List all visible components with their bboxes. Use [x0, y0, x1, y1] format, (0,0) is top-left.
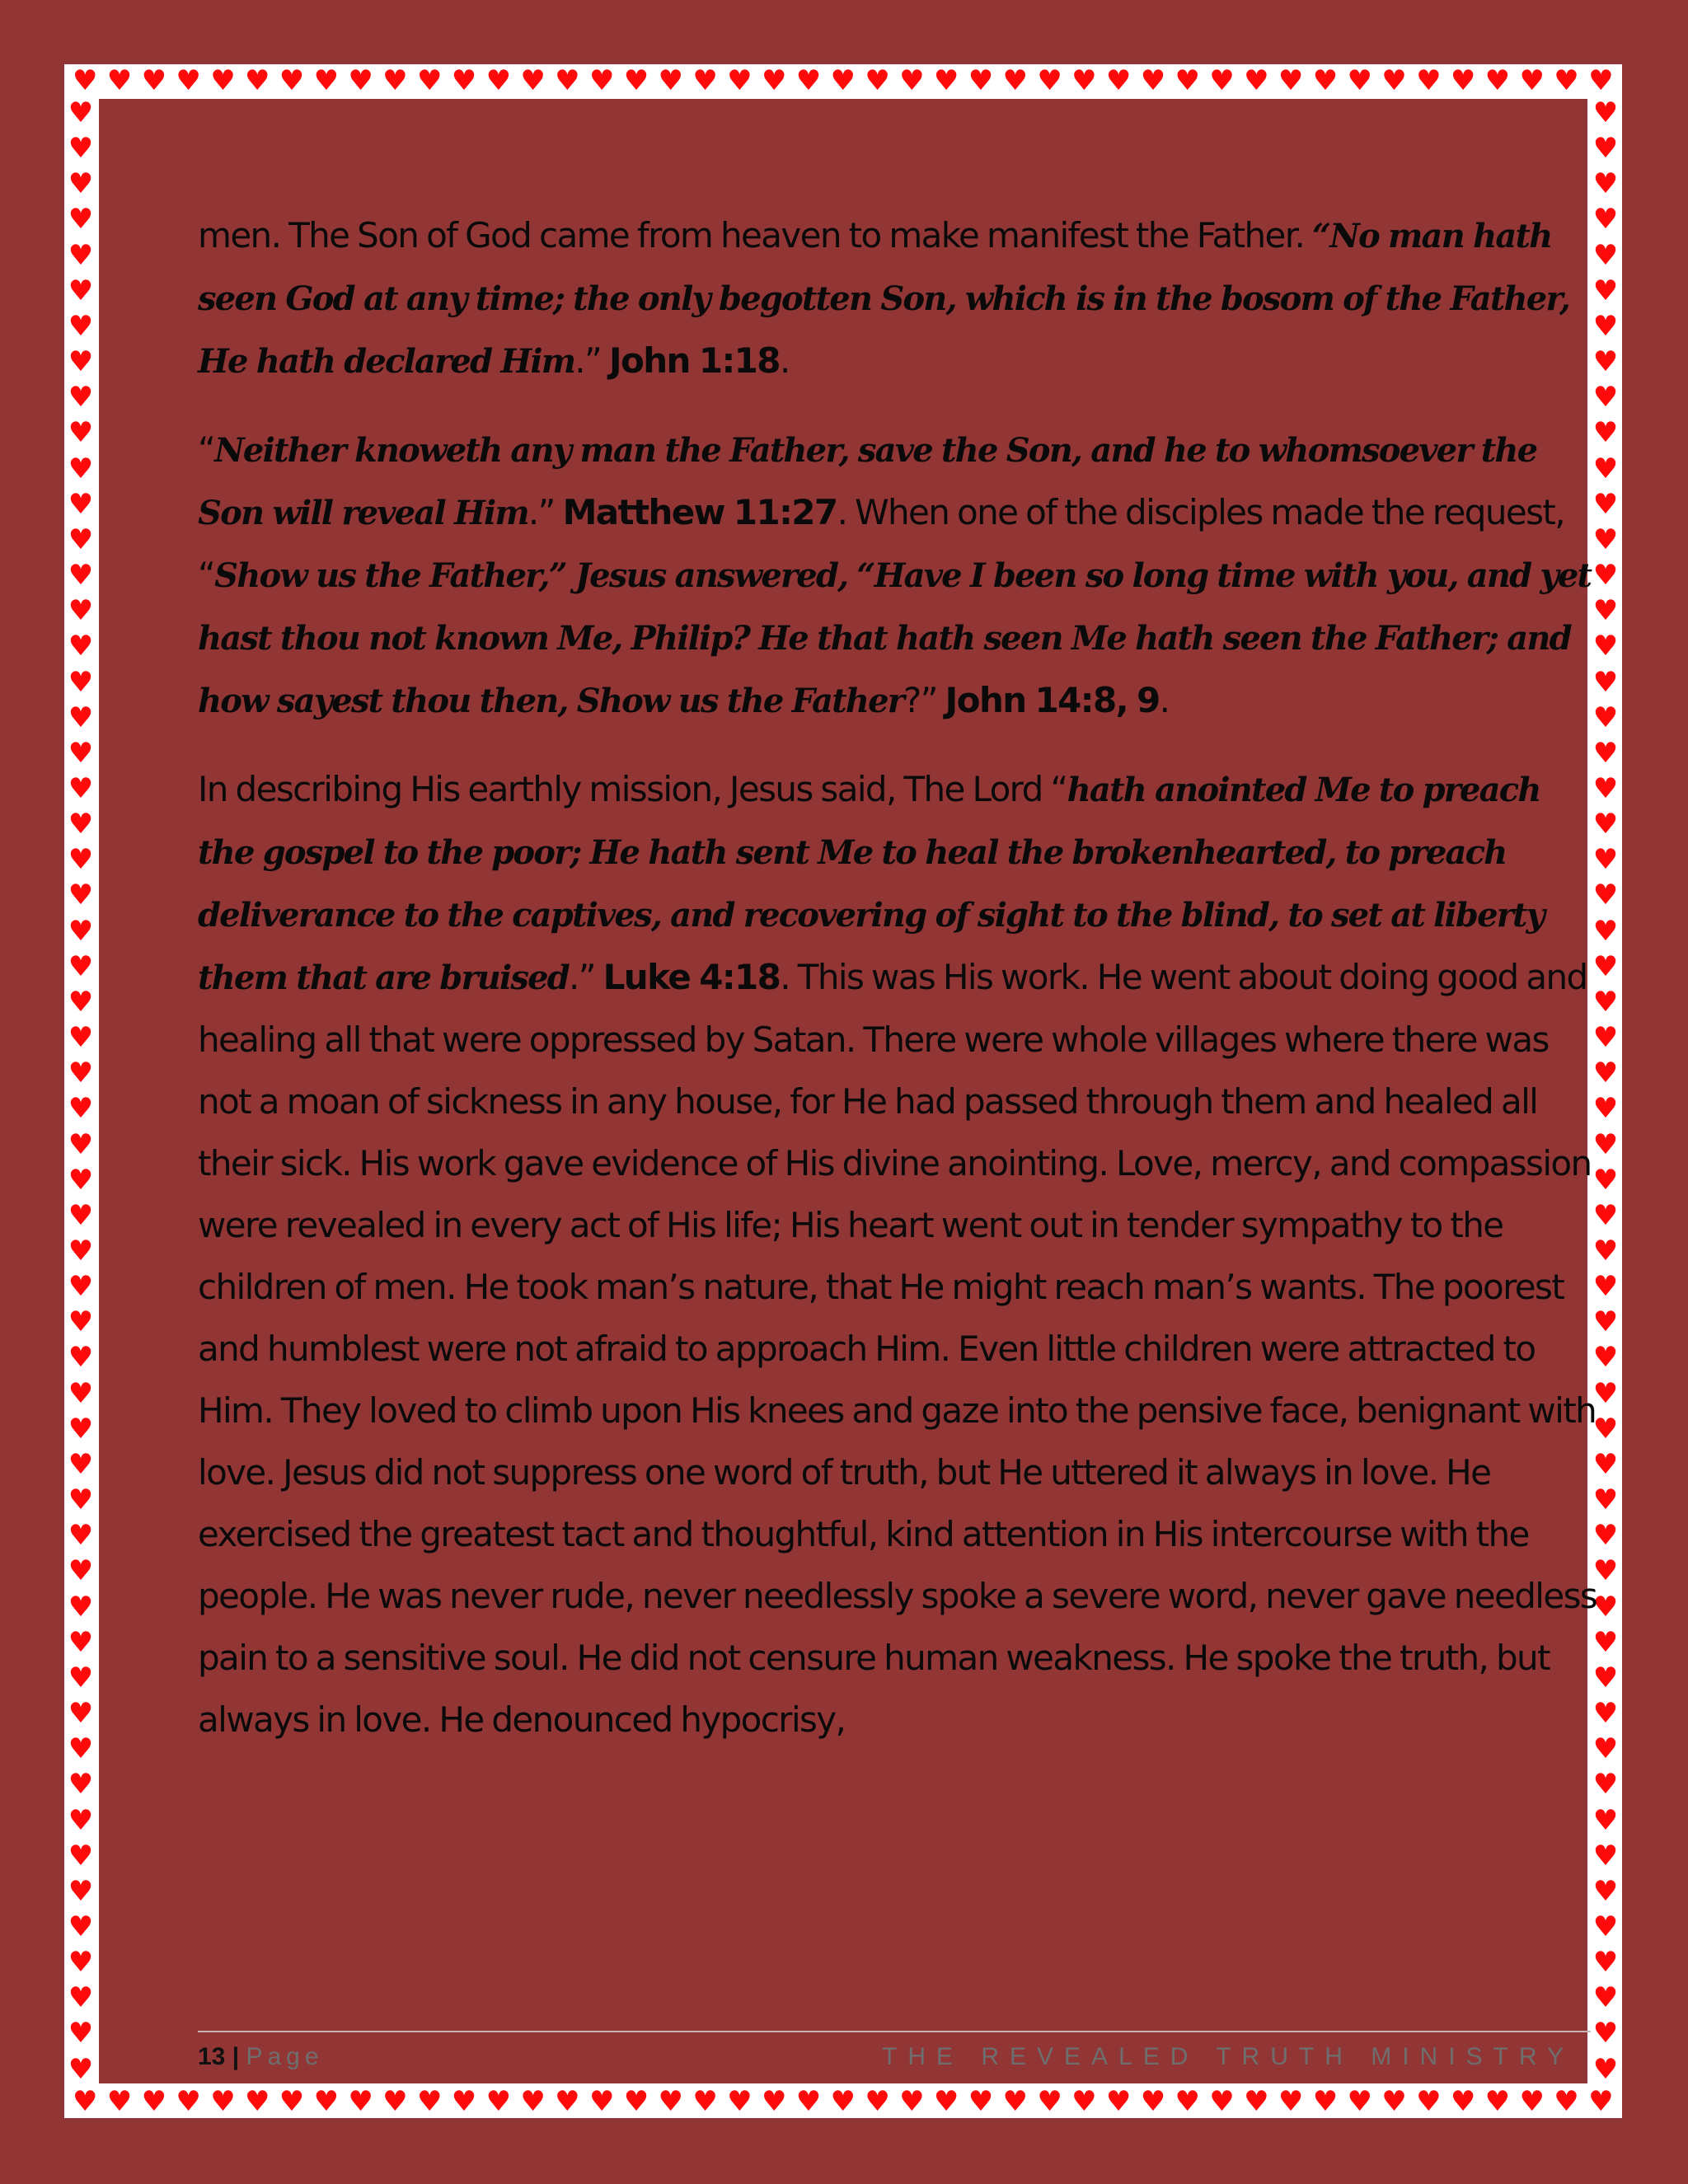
heart-icon: ♥ — [830, 64, 856, 97]
text-run: ?” — [903, 680, 945, 720]
heart-icon: ♥ — [68, 1483, 94, 1517]
heart-icon: ♥ — [68, 1198, 94, 1232]
heart-icon: ♥ — [451, 2085, 477, 2118]
heart-icon: ♥ — [761, 2085, 787, 2118]
heart-icon: ♥ — [68, 1803, 94, 1837]
heart-icon: ♥ — [1592, 736, 1619, 770]
heart-icon: ♥ — [1450, 2085, 1476, 2118]
heart-icon: ♥ — [1244, 2085, 1269, 2118]
heart-icon: ♥ — [1592, 843, 1619, 877]
text-run: men. The Son of God came from heaven to make manifest the Father. — [198, 215, 1313, 255]
page-footer — [198, 2041, 1574, 2074]
heart-icon: ♥ — [68, 1376, 94, 1410]
heart-icon: ♥ — [588, 64, 615, 97]
heart-icon: ♥ — [1105, 64, 1132, 97]
heart-icon: ♥ — [244, 2085, 270, 2118]
heart-icon: ♥ — [68, 1910, 94, 1943]
heart-icon: ♥ — [1484, 2085, 1511, 2118]
heart-icon: ♥ — [485, 2085, 512, 2118]
heart-icon: ♥ — [68, 1021, 94, 1055]
heart-icon: ♥ — [68, 1732, 94, 1766]
heart-border-frame — [64, 64, 1622, 2118]
heart-icon: ♥ — [313, 64, 340, 97]
heart-icon: ♥ — [68, 2052, 94, 2086]
heart-icon: ♥ — [68, 309, 94, 343]
heart-icon: ♥ — [68, 1946, 94, 1980]
heart-icon: ♥ — [727, 2085, 753, 2118]
heart-icon: ♥ — [1592, 1874, 1619, 1908]
heart-icon: ♥ — [68, 345, 94, 379]
heart-icon: ♥ — [68, 1839, 94, 1872]
heart-icon: ♥ — [73, 2085, 98, 2118]
heart-icon: ♥ — [1592, 1625, 1619, 1659]
heart-icon: ♥ — [1140, 2085, 1166, 2118]
heart-icon: ♥ — [1592, 2052, 1619, 2086]
heart-icon: ♥ — [68, 701, 94, 734]
heart-icon: ♥ — [1592, 452, 1619, 485]
text-run: “ — [198, 429, 215, 470]
heart-icon: ♥ — [210, 64, 236, 97]
heart-icon: ♥ — [416, 2085, 443, 2118]
text-run: In describing His earthly mission, Jesus said, The Lord “ — [198, 769, 1067, 809]
heart-icon: ♥ — [555, 64, 580, 97]
heart-icon: ♥ — [1592, 1946, 1619, 1980]
heart-icon: ♥ — [382, 2085, 408, 2118]
heart-icon: ♥ — [1592, 665, 1619, 699]
heart-icon: ♥ — [1592, 1697, 1619, 1731]
heart-icon: ♥ — [1037, 64, 1062, 97]
heart-icon: ♥ — [1592, 274, 1619, 307]
heart-icon: ♥ — [795, 2085, 822, 2118]
heart-icon: ♥ — [761, 64, 787, 97]
heart-icon: ♥ — [1071, 64, 1097, 97]
heart-icon: ♥ — [1592, 1235, 1619, 1268]
heart-icon: ♥ — [1592, 1057, 1619, 1090]
heart-icon: ♥ — [1071, 2085, 1097, 2118]
heart-icon: ♥ — [1209, 64, 1235, 97]
heart-icon: ♥ — [1554, 2085, 1579, 2118]
heart-icon: ♥ — [416, 64, 443, 97]
heart-icon: ♥ — [1519, 64, 1545, 97]
heart-icon: ♥ — [176, 2085, 201, 2118]
heart-icon: ♥ — [244, 64, 270, 97]
heart-icon: ♥ — [348, 64, 373, 97]
heart-icon: ♥ — [1347, 2085, 1372, 2118]
scripture-reference: John 14:8, 9 — [945, 680, 1160, 720]
heart-border-left — [64, 96, 97, 2086]
heart-icon: ♥ — [555, 2085, 580, 2118]
heart-icon: ♥ — [658, 64, 684, 97]
heart-icon: ♥ — [1450, 64, 1476, 97]
heart-icon: ♥ — [68, 238, 94, 272]
footer-page-label — [198, 2041, 324, 2074]
heart-icon: ♥ — [1592, 914, 1619, 948]
heart-icon: ♥ — [68, 1235, 94, 1268]
heart-icon: ♥ — [1588, 2085, 1614, 2118]
heart-icon: ♥ — [68, 1092, 94, 1126]
heart-icon: ♥ — [68, 523, 94, 556]
heart-icon: ♥ — [520, 2085, 546, 2118]
scripture-quote: Neither knoweth any man the Father, save the Son, and he to whomsoever the Son will reveal Him — [198, 431, 1537, 532]
heart-icon: ♥ — [1592, 203, 1619, 237]
heart-icon: ♥ — [68, 736, 94, 770]
heart-icon: ♥ — [1592, 1376, 1619, 1410]
heart-icon: ♥ — [1002, 2085, 1028, 2118]
heart-icon: ♥ — [1592, 1270, 1619, 1304]
heart-icon: ♥ — [68, 1768, 94, 1802]
heart-icon: ♥ — [1592, 416, 1619, 450]
scripture-reference: John 1:18 — [608, 340, 780, 381]
heart-icon: ♥ — [1592, 1732, 1619, 1766]
heart-icon: ♥ — [623, 64, 649, 97]
heart-icon: ♥ — [1592, 1305, 1619, 1339]
heart-icon: ♥ — [1592, 1412, 1619, 1446]
heart-icon: ♥ — [1588, 64, 1614, 97]
heart-icon: ♥ — [68, 1519, 94, 1553]
heart-icon: ♥ — [1592, 1341, 1619, 1375]
heart-icon: ♥ — [279, 64, 305, 97]
heart-icon: ♥ — [692, 2085, 718, 2118]
heart-icon: ♥ — [1519, 2085, 1545, 2118]
page-number: 13 — [198, 2043, 226, 2070]
text-run: . — [1159, 680, 1170, 720]
heart-icon: ♥ — [1592, 1021, 1619, 1055]
paragraph — [198, 419, 1599, 732]
heart-icon: ♥ — [1312, 2085, 1339, 2118]
heart-icon: ♥ — [1592, 879, 1619, 912]
heart-icon: ♥ — [1592, 985, 1619, 1019]
heart-icon: ♥ — [899, 2085, 925, 2118]
heart-icon: ♥ — [68, 665, 94, 699]
heart-icon: ♥ — [899, 64, 925, 97]
heart-icon: ♥ — [1592, 630, 1619, 663]
heart-icon: ♥ — [68, 1341, 94, 1375]
heart-icon: ♥ — [1592, 1839, 1619, 1872]
heart-icon: ♥ — [1592, 594, 1619, 628]
heart-icon: ♥ — [68, 914, 94, 948]
heart-icon: ♥ — [1592, 2017, 1619, 2050]
heart-icon: ♥ — [1592, 1910, 1619, 1943]
heart-icon: ♥ — [1002, 64, 1028, 97]
heart-icon: ♥ — [1592, 132, 1619, 166]
heart-icon: ♥ — [1175, 64, 1200, 97]
heart-icon: ♥ — [1347, 64, 1372, 97]
heart-icon: ♥ — [1381, 2085, 1407, 2118]
heart-icon: ♥ — [830, 2085, 856, 2118]
heart-icon: ♥ — [382, 64, 408, 97]
scripture-quote: “No man hath seen God at any time; the only begotten Son, which is in the bosom of the Father, He hath declared Him — [198, 217, 1569, 381]
heart-icon: ♥ — [1381, 64, 1407, 97]
heart-icon: ♥ — [1592, 1198, 1619, 1232]
heart-icon: ♥ — [968, 2085, 994, 2118]
heart-icon: ♥ — [933, 64, 959, 97]
heart-icon: ♥ — [68, 167, 94, 201]
heart-icon: ♥ — [968, 64, 994, 97]
heart-icon: ♥ — [106, 2085, 133, 2118]
heart-icon: ♥ — [68, 1661, 94, 1694]
heart-icon: ♥ — [68, 452, 94, 485]
heart-icon: ♥ — [1592, 1768, 1619, 1802]
heart-icon: ♥ — [68, 1412, 94, 1446]
heart-icon: ♥ — [141, 2085, 167, 2118]
heart-icon: ♥ — [68, 1590, 94, 1624]
heart-icon: ♥ — [68, 416, 94, 450]
heart-icon: ♥ — [68, 1057, 94, 1090]
heart-icon: ♥ — [1592, 1661, 1619, 1694]
heart-icon: ♥ — [1592, 559, 1619, 593]
heart-icon: ♥ — [1592, 1447, 1619, 1481]
heart-icon: ♥ — [1554, 64, 1579, 97]
heart-icon: ♥ — [727, 64, 753, 97]
heart-icon: ♥ — [68, 1447, 94, 1481]
heart-icon: ♥ — [68, 1981, 94, 2015]
body-text — [198, 204, 1599, 1750]
heart-icon: ♥ — [73, 64, 98, 97]
scripture-reference: Luke 4:18 — [603, 957, 781, 997]
heart-icon: ♥ — [68, 1554, 94, 1588]
heart-icon: ♥ — [1592, 1163, 1619, 1197]
heart-icon: ♥ — [68, 1625, 94, 1659]
scripture-reference: Matthew 11:27 — [562, 492, 837, 532]
heart-icon: ♥ — [68, 879, 94, 912]
heart-icon: ♥ — [1592, 523, 1619, 556]
heart-icon: ♥ — [68, 1305, 94, 1339]
heart-icon: ♥ — [1592, 771, 1619, 805]
page-content-area — [99, 99, 1597, 2083]
heart-icon: ♥ — [68, 1270, 94, 1304]
heart-icon: ♥ — [1140, 64, 1166, 97]
heart-icon: ♥ — [1416, 2085, 1442, 2118]
text-run: . When one of the disciples made the request, “ — [198, 492, 1564, 595]
heart-icon: ♥ — [1175, 2085, 1200, 2118]
heart-icon: ♥ — [1592, 1092, 1619, 1126]
heart-icon: ♥ — [106, 64, 133, 97]
heart-icon: ♥ — [1592, 1127, 1619, 1161]
heart-icon: ♥ — [68, 203, 94, 237]
heart-icon: ♥ — [68, 559, 94, 593]
heart-icon: ♥ — [68, 630, 94, 663]
heart-icon: ♥ — [1278, 64, 1304, 97]
heart-icon: ♥ — [1592, 701, 1619, 734]
heart-icon: ♥ — [1244, 64, 1269, 97]
heart-icon: ♥ — [1416, 64, 1442, 97]
heart-icon: ♥ — [1592, 1590, 1619, 1624]
heart-icon: ♥ — [1592, 238, 1619, 272]
heart-icon: ♥ — [68, 2017, 94, 2050]
heart-icon: ♥ — [1592, 167, 1619, 201]
heart-icon: ♥ — [865, 2085, 890, 2118]
heart-icon: ♥ — [1278, 2085, 1304, 2118]
heart-icon: ♥ — [68, 949, 94, 983]
heart-icon: ♥ — [933, 2085, 959, 2118]
heart-icon: ♥ — [176, 64, 201, 97]
heart-icon: ♥ — [1312, 64, 1339, 97]
heart-icon: ♥ — [1484, 64, 1511, 97]
text-run: .” — [528, 492, 563, 532]
heart-icon: ♥ — [68, 594, 94, 628]
heart-icon: ♥ — [588, 2085, 615, 2118]
heart-icon: ♥ — [68, 808, 94, 841]
footer-divider — [198, 2031, 1591, 2032]
heart-icon: ♥ — [623, 2085, 649, 2118]
text-run: . This was His work. He went about doing good and healing all that were oppressed by Satan. There were whole villages where there was not a moan of sickness in any house, for He had passed through them and healed all their sick. His work gave evidence of His divine anointing. Love, mercy, and compassion were revealed in every act of His life; His heart went out in tender sympathy to the children of men. He took man’s nature, that He might reach man’s wants. The poorest and humblest were not afraid to approach Him. Even little children were attracted to Him. They loved to climb upon His knees and gaze into the pensive face, benignant with love. Jesus did not suppress one word of truth, but He uttered it always in love. He exercised the greatest tact and thoughtful, kind attention in His intercourse with the people. He was never rude, never needlessly spoke a severe word, never gave needless pain to a sensitive soul. He did not censure human weakness. He spoke the truth, but always in love. He denounced hypocrisy, — [198, 957, 1597, 1740]
heart-icon: ♥ — [68, 132, 94, 166]
heart-icon: ♥ — [68, 1127, 94, 1161]
text-run: .” — [574, 340, 609, 381]
heart-icon: ♥ — [1592, 345, 1619, 379]
scripture-quote: Show us the Father,” Jesus answered, “Have I been so long time with you, and yet hast thou not known Me, Philip? He that hath seen Me hath seen the Father; and how sayest thou then, Show us the Father — [198, 556, 1592, 720]
heart-icon: ♥ — [451, 64, 477, 97]
page-word: Page — [246, 2043, 324, 2070]
heart-icon: ♥ — [1592, 949, 1619, 983]
heart-icon: ♥ — [279, 2085, 305, 2118]
heart-icon: ♥ — [68, 487, 94, 521]
heart-icon: ♥ — [141, 64, 167, 97]
heart-icon: ♥ — [1592, 1554, 1619, 1588]
heart-icon: ♥ — [1592, 808, 1619, 841]
heart-icon: ♥ — [68, 843, 94, 877]
heart-border-top — [73, 64, 1614, 97]
ministry-name: THE REVEALED TRUTH MINISTRY — [882, 2043, 1574, 2070]
heart-icon: ♥ — [1037, 2085, 1062, 2118]
heart-icon: ♥ — [313, 2085, 340, 2118]
heart-icon: ♥ — [1592, 309, 1619, 343]
heart-icon: ♥ — [68, 96, 94, 129]
text-run: .” — [568, 957, 603, 997]
heart-icon: ♥ — [795, 64, 822, 97]
paragraph — [198, 204, 1599, 392]
heart-icon: ♥ — [68, 1874, 94, 1908]
heart-icon: ♥ — [865, 64, 890, 97]
heart-icon: ♥ — [210, 2085, 236, 2118]
heart-icon: ♥ — [68, 771, 94, 805]
paragraph — [198, 758, 1599, 1750]
text-run: . — [779, 340, 790, 381]
heart-icon: ♥ — [68, 274, 94, 307]
heart-border-bottom — [73, 2085, 1614, 2118]
heart-icon: ♥ — [1592, 96, 1619, 129]
heart-icon: ♥ — [658, 2085, 684, 2118]
heart-icon: ♥ — [68, 381, 94, 415]
footer-separator: | — [225, 2043, 246, 2070]
heart-icon: ♥ — [68, 1697, 94, 1731]
heart-icon: ♥ — [1592, 1483, 1619, 1517]
heart-icon: ♥ — [485, 64, 512, 97]
heart-icon: ♥ — [68, 985, 94, 1019]
heart-icon: ♥ — [1592, 1981, 1619, 2015]
heart-icon: ♥ — [68, 1163, 94, 1197]
heart-icon: ♥ — [1592, 1519, 1619, 1553]
heart-icon: ♥ — [1592, 381, 1619, 415]
heart-icon: ♥ — [692, 64, 718, 97]
heart-icon: ♥ — [520, 64, 546, 97]
heart-icon: ♥ — [1209, 2085, 1235, 2118]
heart-icon: ♥ — [1592, 487, 1619, 521]
heart-icon: ♥ — [348, 2085, 373, 2118]
scripture-quote: hath anointed Me to preach the gospel to the poor; He hath sent Me to heal the brokenhearted, to preach deliverance to the captives, and recovering of sight to the blind, to set at liberty them that are bruised — [198, 771, 1545, 997]
heart-icon: ♥ — [1592, 1803, 1619, 1837]
heart-icon: ♥ — [1105, 2085, 1132, 2118]
